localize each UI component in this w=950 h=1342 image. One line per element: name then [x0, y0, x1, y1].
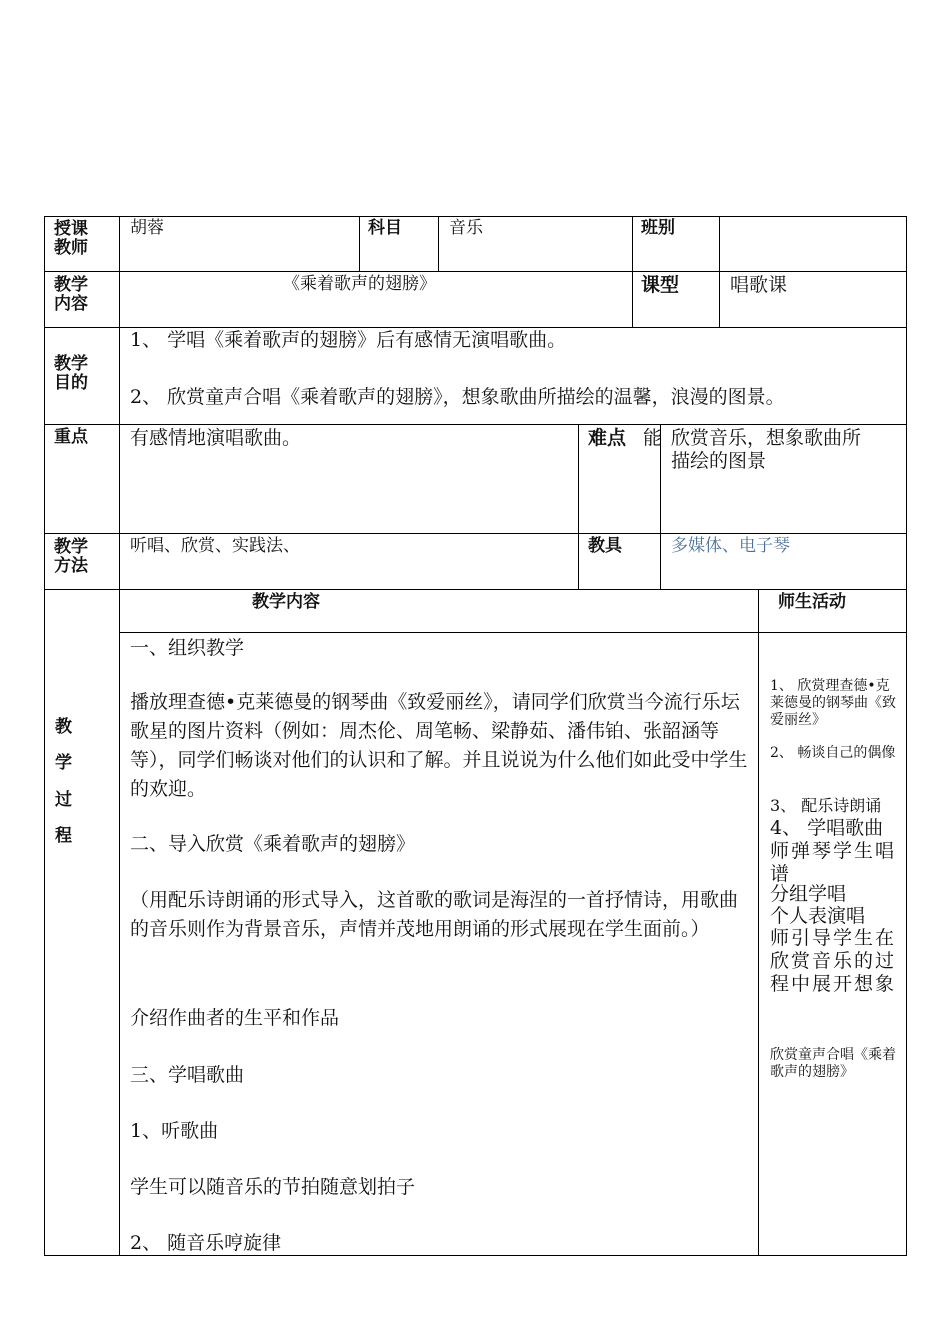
focus-label: 重点	[54, 427, 88, 447]
activity-last: 欣赏童声合唱《乘着歌声的翅膀》	[770, 1047, 896, 1080]
method-label-line2: 方法	[54, 556, 88, 576]
rule-row4	[44, 533, 907, 534]
goals-label-line1: 教学	[54, 354, 88, 374]
goal-item-2: 2、 欣赏童声合唱《乘着歌声的翅膀》，想象歌曲所描绘的温馨，浪漫的图景。	[130, 386, 785, 408]
rule-label-col	[119, 216, 120, 1256]
rule-class-left	[632, 216, 633, 328]
process-para-5: 介绍作曲者的生平和作品	[130, 1007, 340, 1029]
process-para-8: 学生可以随音乐的节拍随意划拍子	[130, 1176, 416, 1198]
rule-row3	[44, 424, 907, 425]
process-para-7: 1、听歌曲	[130, 1120, 219, 1142]
type-label: 课型	[641, 274, 680, 296]
rule-process-header	[119, 632, 907, 633]
process-char-1: 教	[55, 717, 72, 737]
rule-row5	[44, 589, 907, 590]
rule-class-right	[719, 216, 720, 328]
method-value: 听唱、欣赏、实践法、	[130, 536, 300, 556]
subject-value: 音乐	[449, 218, 483, 238]
teacher-label-line2: 教师	[54, 238, 88, 258]
rule-row2	[44, 327, 907, 328]
activity-1: 1、 欣赏理查德•克莱德曼的钢琴曲《致爱丽丝》	[770, 678, 896, 728]
activity-large-4: 师引导学生在欣赏音乐的过程中展开想象	[770, 927, 897, 995]
rule-difficulty-left	[578, 424, 579, 590]
rule-left	[44, 216, 45, 1256]
tools-value: 多媒体、电子琴	[671, 536, 790, 556]
rule-right	[906, 216, 907, 1256]
difficulty-line1: 欣赏音乐，想象歌曲所	[671, 427, 862, 449]
content-label-line2: 内容	[54, 294, 88, 314]
process-para-4: （用配乐诗朗诵的形式导入，这首歌的歌词是海涅的一首抒情诗，用歌曲的音乐则作为背景音乐，声情并茂地用朗诵的形式展现在学生面前。）	[130, 889, 739, 940]
rule-subject-right	[438, 216, 439, 272]
rule-top	[44, 216, 907, 217]
content-label-line1: 教学	[54, 275, 88, 295]
type-value: 唱歌课	[730, 274, 788, 296]
difficulty-label: 难点	[588, 427, 627, 449]
activity-4: 4、 学唱歌曲	[770, 817, 884, 839]
activity-2: 2、 畅谈自己的偶像	[770, 745, 896, 761]
process-para-9: 2、 随音乐哼旋律	[130, 1232, 282, 1254]
goals-label-line2: 目的	[54, 373, 88, 393]
activity-large-1: 师弹琴学生唱谱	[770, 840, 897, 885]
goal-item-1: 1、 学唱《乘着歌声的翅膀》后有感情无演唱歌曲。	[130, 329, 567, 351]
difficulty-prefix: 能	[643, 427, 663, 449]
process-char-4: 程	[55, 826, 72, 847]
class-label: 班别	[641, 218, 675, 238]
activity-3: 3、 配乐诗朗诵	[770, 796, 882, 815]
subject-label: 科目	[368, 218, 402, 238]
difficulty-line2: 描绘的图景	[671, 450, 767, 472]
process-para-2: 播放理查德•克莱德曼的钢琴曲《致爱丽丝》，请同学们欣赏当今流行乐坛歌星的图片资料（例如：周杰伦、周笔畅、梁静茹、潘伟铂、张韶涵等等），同学们畅谈对他们的认识和了解。并且说说为什么他们如此受中学生的欢迎。	[130, 691, 748, 800]
teacher-name: 胡蓉	[130, 218, 164, 238]
process-char-2: 学	[55, 753, 72, 774]
process-para-1: 一、组织教学	[130, 637, 245, 659]
process-para-3: 二、导入欣赏《乘着歌声的翅膀》	[130, 833, 416, 855]
method-label-line1: 教学	[54, 537, 88, 557]
process-char-3: 过	[55, 789, 72, 810]
lesson-title: 《乘着歌声的翅膀》	[283, 274, 436, 294]
teacher-label-line1: 授课	[54, 219, 88, 239]
rule-activity-col	[758, 589, 759, 1256]
activity-large-2: 分组学唱	[770, 883, 847, 905]
tools-label: 教具	[588, 536, 622, 556]
rule-row1	[44, 271, 907, 272]
col-header-activity: 师生活动	[778, 592, 846, 612]
activity-large-3: 个人表演唱	[770, 905, 866, 927]
process-para-6: 三、学唱歌曲	[130, 1064, 245, 1086]
focus-value: 有感情地演唱歌曲。	[130, 427, 302, 449]
rule-subject-left	[359, 216, 360, 272]
col-header-content: 教学内容	[252, 592, 320, 612]
process-label	[55, 717, 72, 863]
